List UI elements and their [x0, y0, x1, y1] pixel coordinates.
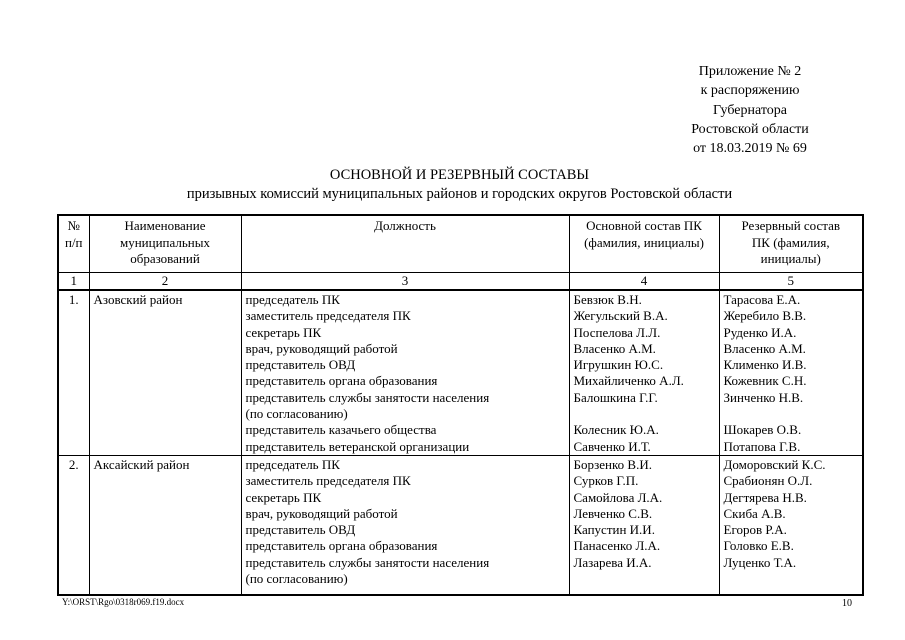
footer-page-number: 10	[842, 598, 852, 609]
appendix-line: Ростовской области	[691, 121, 809, 137]
table-row-azovsky	[58, 290, 863, 455]
main-roster-name	[570, 406, 719, 422]
reserve-roster-name: Головко Е.В.	[723, 538, 794, 554]
appendix-line: Приложение № 2	[698, 64, 802, 79]
main-roster-name: Игрушкин Ю.С.	[573, 357, 664, 373]
reserve-roster-name: Зинченко Н.В.	[723, 389, 804, 405]
reserve-roster-name: Тарасова Е.А.	[723, 292, 801, 307]
main-roster-name: Левченко С.В.	[573, 505, 653, 521]
reserve-roster-name: Егоров Р.А.	[723, 522, 787, 538]
position-line: заместитель председателя ПК	[245, 308, 411, 324]
main-roster-name: Михайличенко А.Л.	[573, 373, 684, 389]
main-roster-name: Капустин И.И.	[573, 522, 655, 538]
position-line: представитель ОВД	[245, 357, 356, 373]
reserve-roster-name: Скиба А.В.	[723, 505, 786, 521]
positions-cell	[241, 290, 569, 455]
appendix-line: Губернатора	[712, 102, 788, 118]
column-number: 1	[58, 273, 89, 291]
position-line: секретарь ПК	[245, 489, 322, 505]
appendix-note	[618, 62, 882, 158]
page-subtitle: призывных комиссий муниципальных районов и городских округов Ростовской области	[186, 186, 733, 202]
position-line: председатель ПК	[245, 456, 340, 472]
col-header-num: № п/п	[58, 215, 89, 273]
main-roster-name: Самойлова Л.А.	[573, 489, 663, 505]
position-line: заместитель председателя ПК	[245, 473, 411, 489]
title-block	[57, 165, 862, 204]
footer-file-path: Y:\ORST\Rgo\0318r069.f19.docx	[62, 597, 185, 607]
position-line: представитель казачьего общества	[245, 422, 437, 438]
column-number: 2	[89, 273, 241, 291]
position-line: врач, руководящий работой	[245, 505, 398, 521]
reserve-roster-name: Кожевник С.Н.	[723, 373, 807, 389]
position-line: председатель ПК	[245, 292, 340, 307]
position-line: секретарь ПК	[245, 324, 322, 340]
appendix-line: от 18.03.2019 № 69	[693, 141, 807, 157]
col-header-main-roster: Основной состав ПК (фамилия, инициалы)	[569, 215, 719, 273]
main-roster-name: Лазарева И.А.	[573, 554, 652, 570]
row-number: 1.	[58, 290, 89, 455]
reserve-roster-name: Доморовский К.С.	[723, 456, 826, 472]
position-line: представитель службы занятости населения	[245, 389, 490, 405]
position-line: представитель органа образования	[245, 373, 438, 389]
main-roster-name: Савченко И.Т.	[573, 438, 651, 454]
commissions-table	[57, 214, 864, 596]
reserve-roster-name: Шокарев О.В.	[723, 422, 802, 438]
col-header-municipality: Наименование муниципальных образований	[89, 215, 241, 273]
municipality-cell: Аксайский район	[89, 455, 241, 595]
main-roster-name: Панасенко Л.А.	[573, 538, 661, 554]
position-line: (по согласованию)	[245, 571, 348, 587]
main-roster-name: Бевзюк В.Н.	[573, 292, 642, 307]
column-numbers-row	[58, 273, 863, 291]
main-roster-cell	[569, 455, 719, 595]
position-line: представитель органа образования	[245, 538, 438, 554]
main-roster-name: Жегульский В.А.	[573, 308, 668, 324]
row-number: 2.	[58, 455, 89, 595]
position-line: (по согласованию)	[245, 406, 348, 422]
table-row-aksaysky	[58, 455, 863, 595]
page-title: ОСНОВНОЙ И РЕЗЕРВНЫЙ СОСТАВЫ	[329, 167, 590, 183]
reserve-roster-name: Жеребило В.В.	[723, 308, 807, 324]
position-line: представитель ветеранской организации	[245, 438, 470, 454]
reserve-roster-name: Луценко Т.А.	[723, 554, 797, 570]
municipality-cell: Азовский район	[89, 290, 241, 455]
reserve-roster-name: Потапова Г.В.	[723, 438, 801, 454]
main-roster-name: Власенко А.М.	[573, 340, 656, 356]
position-line: врач, руководящий работой	[245, 340, 398, 356]
column-number: 3	[241, 273, 569, 291]
column-number: 4	[569, 273, 719, 291]
table-header-row	[58, 215, 863, 273]
reserve-roster-name	[720, 571, 863, 587]
reserve-roster-name: Власенко А.М.	[723, 340, 806, 356]
reserve-roster-cell	[719, 455, 863, 595]
reserve-roster-name	[720, 406, 863, 422]
reserve-roster-name: Руденко И.А.	[723, 324, 797, 340]
position-line: представитель ОВД	[245, 522, 356, 538]
main-roster-name: Борзенко В.И.	[573, 456, 652, 472]
col-header-position: Должность	[241, 215, 569, 273]
main-roster-name: Колесник Ю.А.	[573, 422, 659, 438]
reserve-roster-name: Срабионян О.Л.	[723, 473, 813, 489]
column-number: 5	[719, 273, 863, 291]
appendix-line: к распоряжению	[700, 83, 800, 99]
main-roster-name: Балошкина Г.Г.	[573, 389, 658, 405]
main-roster-name: Поспелова Л.Л.	[573, 324, 661, 340]
reserve-roster-name: Клименко И.В.	[723, 357, 807, 373]
position-line: представитель службы занятости населения	[245, 554, 490, 570]
main-roster-name: Сурков Г.П.	[573, 473, 639, 489]
col-header-reserve-roster: Резервный состав ПК (фамилия, инициалы)	[719, 215, 863, 273]
main-roster-name	[570, 571, 719, 587]
reserve-roster-cell	[719, 290, 863, 455]
positions-cell	[241, 455, 569, 595]
reserve-roster-name: Дегтярева Н.В.	[723, 489, 807, 505]
main-roster-cell	[569, 290, 719, 455]
